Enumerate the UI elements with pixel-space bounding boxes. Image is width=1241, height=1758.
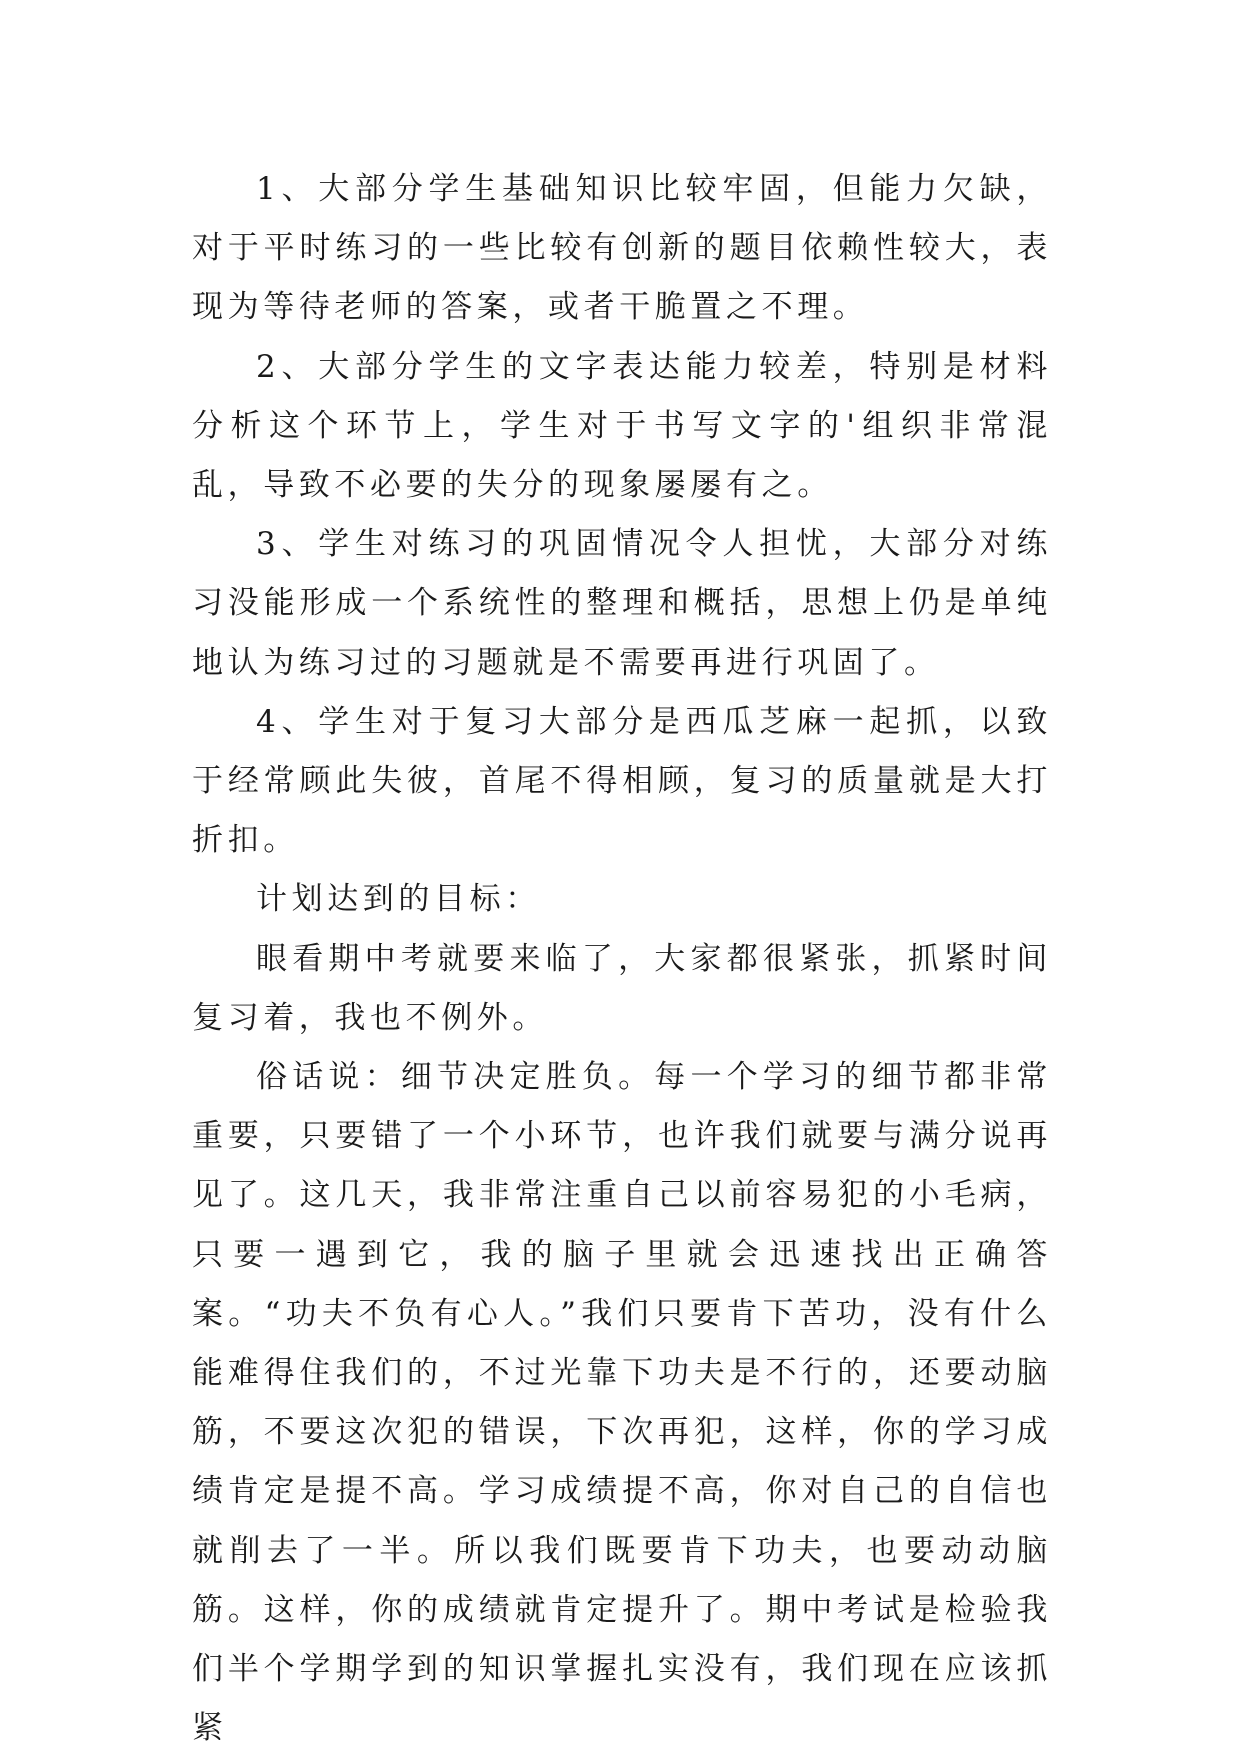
paragraph-3: 3、学生对练习的巩固情况令人担忧，大部分对练习没能形成一个系统性的整理和概括，思想上仍是单纯地认为练习过的习题就是不需要再进行巩固了。 (192, 526, 1052, 681)
paragraph-7: 俗话说：细节决定胜负。每一个学习的细节都非常重要，只要错了一个小环节，也许我们就要与满分说再见了。这几天，我非常注重自己以前容易犯的小毛病，只要一遇到它，我的脑子里就会迅速找出正确答案。“功夫不负有心人。”我们只要肯下苦功，没有什么能难得住我们的，不过光靠下功夫是不行的，还要动脑筋，不要这次犯的错误，下次再犯，这样，你的学习成绩肯定是提不高。学习成绩提不高，你对自己的自信也就削去了一半。所以我们既要肯下功夫，也要动动脑筋。这样，你的成绩就肯定提升了。期中考试是检验我们半个学期学到的知识掌握扎实没有，我们现在应该抓紧 (192, 1059, 1052, 1747)
paragraph-2: 2、大部分学生的文字表达能力较差，特别是材料分析这个环节上，学生对于书写文字的'组织非常混乱，导致不必要的失分的现象屡屡有之。 (192, 348, 1052, 504)
paragraph-6: 眼看期中考就要来临了，大家都很紧张，抓紧时间复习着，我也不例外。 (192, 940, 1052, 1036)
paragraph-4: 4、学生对于复习大部分是西瓜芝麻一起抓，以致于经常顾此失彼，首尾不得相顾，复习的质量就是大打折扣。 (192, 703, 1052, 859)
paragraph-1: 1、大部分学生基础知识比较牢固，但能力欠缺，对于平时练习的一些比较有创新的题目依赖性较大，表现为等待老师的答案，或者干脆置之不理。 (192, 171, 1052, 326)
document-body (192, 160, 1052, 1758)
section-heading-goals: 计划达到的目标： (256, 881, 541, 918)
